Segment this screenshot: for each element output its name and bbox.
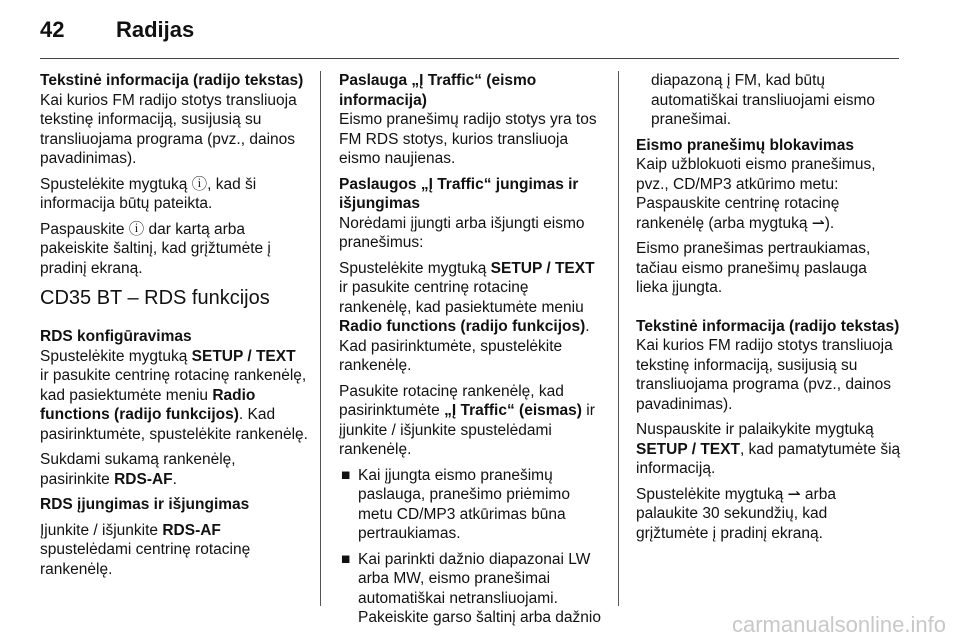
paragraph: Spustelėkite mygtuką ⇀ arba palaukite 30 sekundžių, kad grįžtumėte į pradinį ekraną. [636, 485, 836, 542]
watermark: carmanualsonline.info [731, 612, 946, 637]
paragraph: Sukdami sukamą rankenėlę, pasirinkite RDS-AF. [40, 451, 236, 488]
heading-rds-toggle: RDS įjungimas ir išjungimas [40, 496, 250, 513]
heading-rds-config: RDS konfigūravimas [40, 328, 192, 345]
paragraph: Spustelėkite mygtuką ⓘ, kad ši informacija būtų pateikta. [40, 175, 257, 212]
paragraph: Spustelėkite mygtuką SETUP / TEXT ir pasukite centrinę rotacinę rankenėlę, kad pasiektumėte meniu Radio functions (radijo funkcijos). Kad pasirinktumėte, spustelėkite rankenėlę. [339, 259, 595, 374]
header-rule [40, 58, 899, 59]
heading-traffic-toggle: Paslaugos „Į Traffic“ jungimas ir išjungimas [339, 175, 579, 212]
paragraph: Nuspauskite ir palaikykite mygtuką SETUP / TEXT, kad pamatytumėte šią informaciją. [636, 421, 901, 477]
heading-traffic: Paslauga „Į Traffic“ (eismo informacija) [339, 72, 537, 109]
page-title: Radijas [116, 17, 195, 42]
list-item: ■ Kai įjungta eismo pranešimų paslauga, pranešimo priėmimo metu CD/MP3 atkūrimas būna pertraukiamas. [341, 466, 570, 542]
heading-traffic-block: Eismo pranešimų blokavimas [636, 136, 854, 154]
heading-radio-text-2: Tekstinė informacija (radijo tekstas) [636, 317, 900, 335]
column-1 [40, 71, 308, 585]
page-number: 42 [40, 17, 65, 42]
paragraph: Kaip užblokuoti eismo pranešimus, pvz., CD/MP3 atkūrimo metu: Paspauskite centrinę rotacinę rankenėlę (arba mygtuką ⇀). [636, 156, 876, 232]
paragraph: Kai kurios FM radijo stotys transliuoja tekstinę informaciją, susijusią su transliuojama programa (pvz., dainos pavadinimas). [636, 337, 893, 413]
paragraph: Spustelėkite mygtuką SETUP / TEXT ir pasukite centrinę rotacinę rankenėlę, kad pasiektumėte meniu Radio functions (radijo funkcijos). Kad pasirinktumėte, spustelėkite rankenėlę. [40, 347, 308, 443]
paragraph: Įjunkite / išjunkite RDS-AF spustelėdami centrinę rotacinę rankenėlę. [40, 521, 251, 578]
column-2 [339, 71, 605, 634]
paragraph: Eismo pranešimų radijo stotys yra tos FM RDS stotys, kurios transliuoja eismo naujienas. [339, 111, 597, 167]
column-divider [618, 71, 619, 606]
list-item: ■ Kai parinkti dažnio diapazonai LW arba MW, eismo pranešimai automatiškai netransliuojami. Pakeiskite garso šaltinį arba dažnio [341, 550, 601, 626]
bullet-icon: ■ [341, 550, 351, 568]
section-heading: CD35 BT – RDS funkcijos [40, 287, 270, 309]
paragraph: Kai kurios FM radijo stotys transliuoja tekstinę informaciją, susijusią su transliuojama programa (pvz., dainos pavadinimas). [40, 91, 297, 167]
paragraph: Norėdami įjungti arba išjungti eismo pranešimus: [339, 214, 585, 251]
continued-bullet-text: diapazoną į FM, kad būtų automatiškai transliuojami eismo pranešimai. [651, 72, 875, 128]
paragraph: Eismo pranešimas pertraukiamas, tačiau eismo pranešimų paslauga lieka įjungta. [636, 240, 871, 296]
paragraph: Paspauskite ⓘ dar kartą arba pakeiskite šaltinį, kad grįžtumėte į pradinį ekraną. [40, 220, 271, 277]
bullet-icon: ■ [341, 466, 351, 484]
heading-radio-text: Tekstinė informacija (radijo tekstas) [40, 72, 304, 89]
column-divider [320, 71, 321, 606]
paragraph: Pasukite rotacinę rankenėlę, kad pasirinktumėte „Į Traffic“ (eismas) ir įjunkite / išjunkite spustelėdami rankenėlę. [339, 382, 595, 458]
column-3 [636, 71, 902, 549]
